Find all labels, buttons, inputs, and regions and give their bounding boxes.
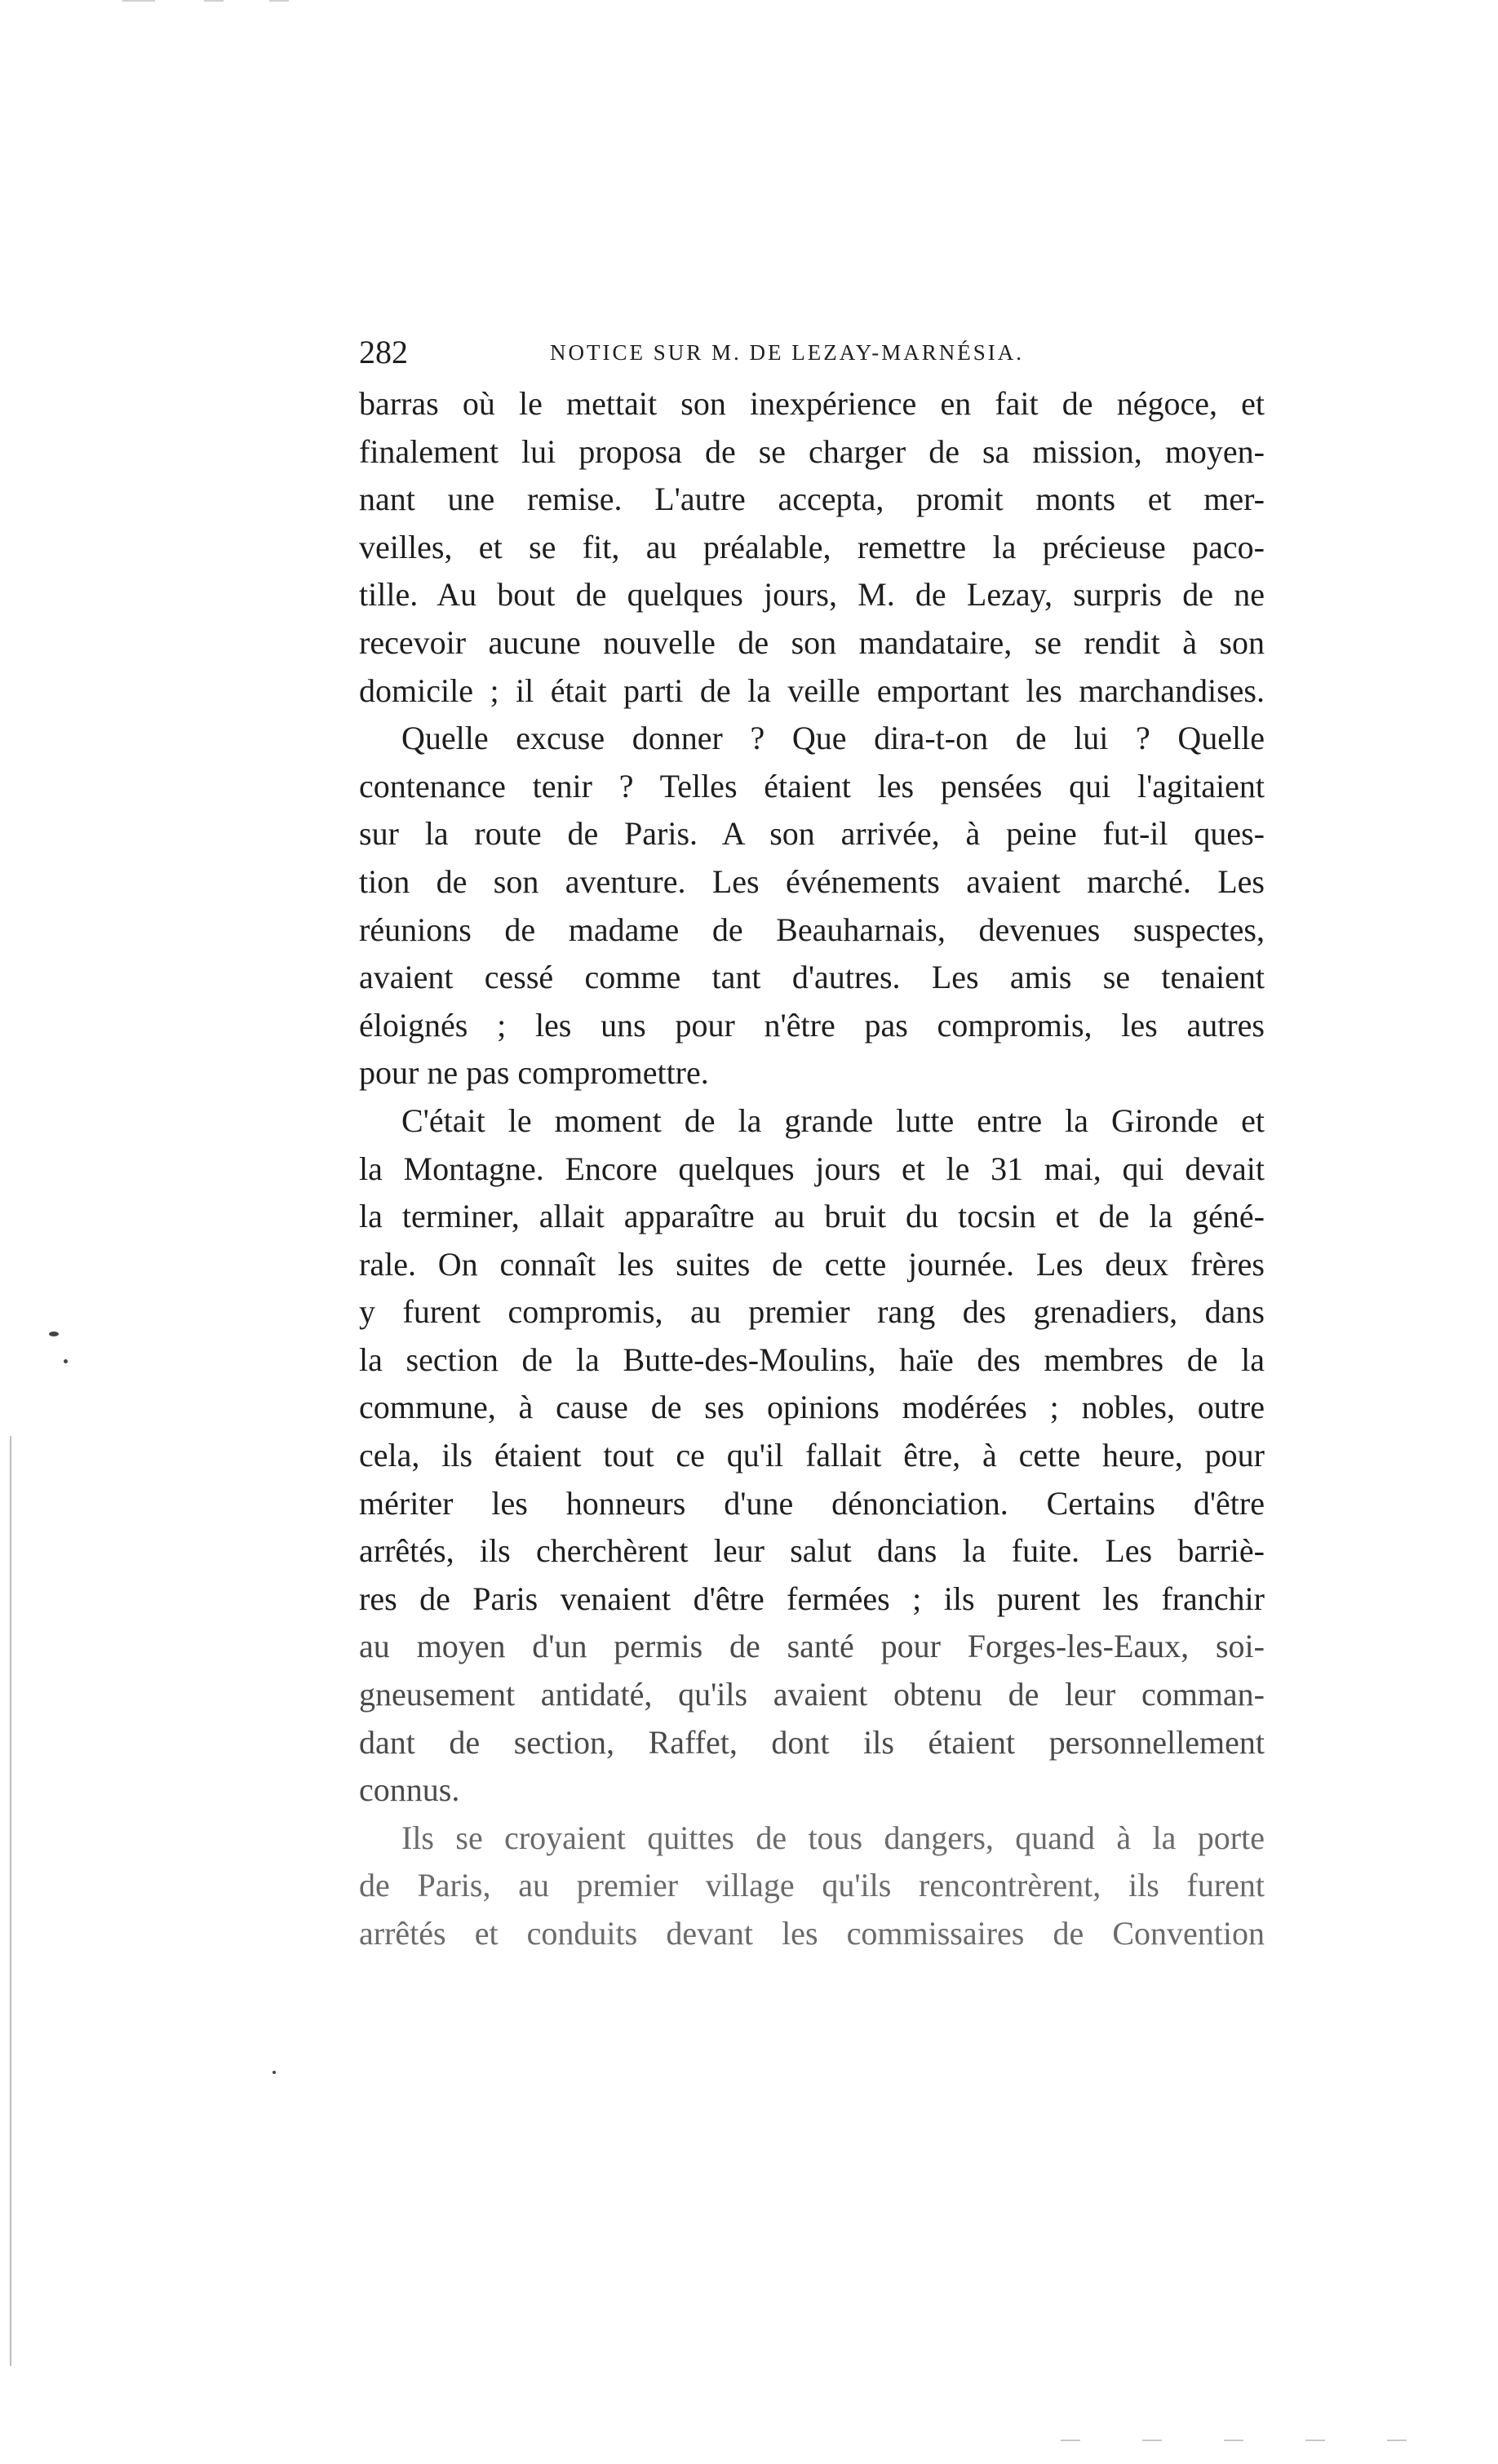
text-line: veilles, et se fit, au préalable, remettre la précieuse paco- [359,528,1265,565]
text-line: arrêtés et conduits devant les commissaires de Convention [359,1915,1265,1952]
text-line: gneusement antidaté, qu'ils avaient obtenu de leur comman- [359,1676,1265,1713]
scan-edge-bottom [1387,2440,1407,2441]
scan-edge-top [269,0,289,2]
text-line: res de Paris venaient d'être fermées ; ils purent les franchir [359,1580,1265,1617]
scan-speck [49,1332,59,1336]
text-line: recevoir aucune nouvelle de son mandataire, se rendit à son [359,623,1265,661]
text-line: avaient cessé comme tant d'autres. Les amis se tenaient [359,959,1265,996]
text-line: la Montagne. Encore quelques jours et le 31 mai, qui devait [359,1150,1265,1187]
scan-edge-bottom [1061,2440,1080,2441]
page-header [359,328,1265,377]
text-line: tion de son aventure. Les événements avaient marché. Les [359,862,1265,900]
text-line: y furent compromis, au premier rang des grenadiers, dans [359,1293,1265,1331]
scan-speck [64,1359,68,1363]
running-head: NOTICE SUR M. DE LEZAY-MARNÉSIA. [550,340,1025,365]
scan-edge-bottom [1142,2440,1162,2441]
text-line: rale. On connaît les suites de cette journée. Les deux frères [359,1245,1265,1283]
text-line: Quelle excuse donner ? Que dira-t-on de lui ? Quelle [401,720,1265,757]
text-line: cela, ils étaient tout ce qu'il fallait être, à cette heure, pour [359,1437,1265,1474]
text-line: au moyen d'un permis de santé pour Forges-les-Eaux, soi- [359,1628,1265,1665]
scan-margin-shadow [10,1436,11,2366]
text-line: nant une remise. L'autre accepta, promit monts et mer- [359,481,1265,518]
scan-speck [273,2071,276,2074]
body-text [359,380,1265,1958]
text-line: dant de section, Raffet, dont ils étaient personnellement [359,1723,1265,1761]
text-line: la section de la Butte-des-Moulins, haïe des membres de la [359,1341,1265,1378]
scan-edge-top [122,0,155,2]
text-line: mériter les honneurs d'une dénonciation. Certains d'être [359,1484,1265,1522]
text-line: sur la route de Paris. A son arrivée, à peine fut-il ques- [359,815,1265,853]
text-line: la terminer, allait apparaître au bruit du tocsin et de la géné- [359,1198,1265,1235]
text-line: éloignés ; les uns pour n'être pas compromis, les autres [359,1006,1265,1044]
text-line: Ils se croyaient quittes de tous dangers, quand à la porte [401,1819,1265,1856]
text-line: commune, à cause de ses opinions modérées ; nobles, outre [359,1389,1265,1426]
text-line: barras où le mettait son inexpérience en fait de négoce, et [359,385,1265,422]
text-line: C'était le moment de la grande lutte entre la Gironde et [401,1101,1265,1139]
text-line: tille. Au bout de quelques jours, M. de Lezay, surpris de ne [359,576,1265,614]
text-line: contenance tenir ? Telles étaient les pensées qui l'agitaient [359,767,1265,804]
text-line: arrêtés, ils cherchèrent leur salut dans la fuite. Les barriè- [359,1532,1265,1570]
text-line: domicile ; il était parti de la veille emportant les marchandises. [359,671,1265,709]
text-line: connus. [359,1771,460,1809]
text-line: finalement lui proposa de se charger de sa mission, moyen- [359,432,1265,470]
scan-edge-top [204,0,224,2]
text-line: de Paris, au premier village qu'ils rencontrèrent, ils furent [359,1867,1265,1904]
scan-edge-bottom [1224,2440,1243,2441]
text-line: pour ne pas compromettre. [359,1054,709,1092]
page-number: 282 [359,334,408,370]
text-line: réunions de madame de Beauharnais, devenues suspectes, [359,911,1265,948]
scan-edge-bottom [1305,2440,1325,2441]
